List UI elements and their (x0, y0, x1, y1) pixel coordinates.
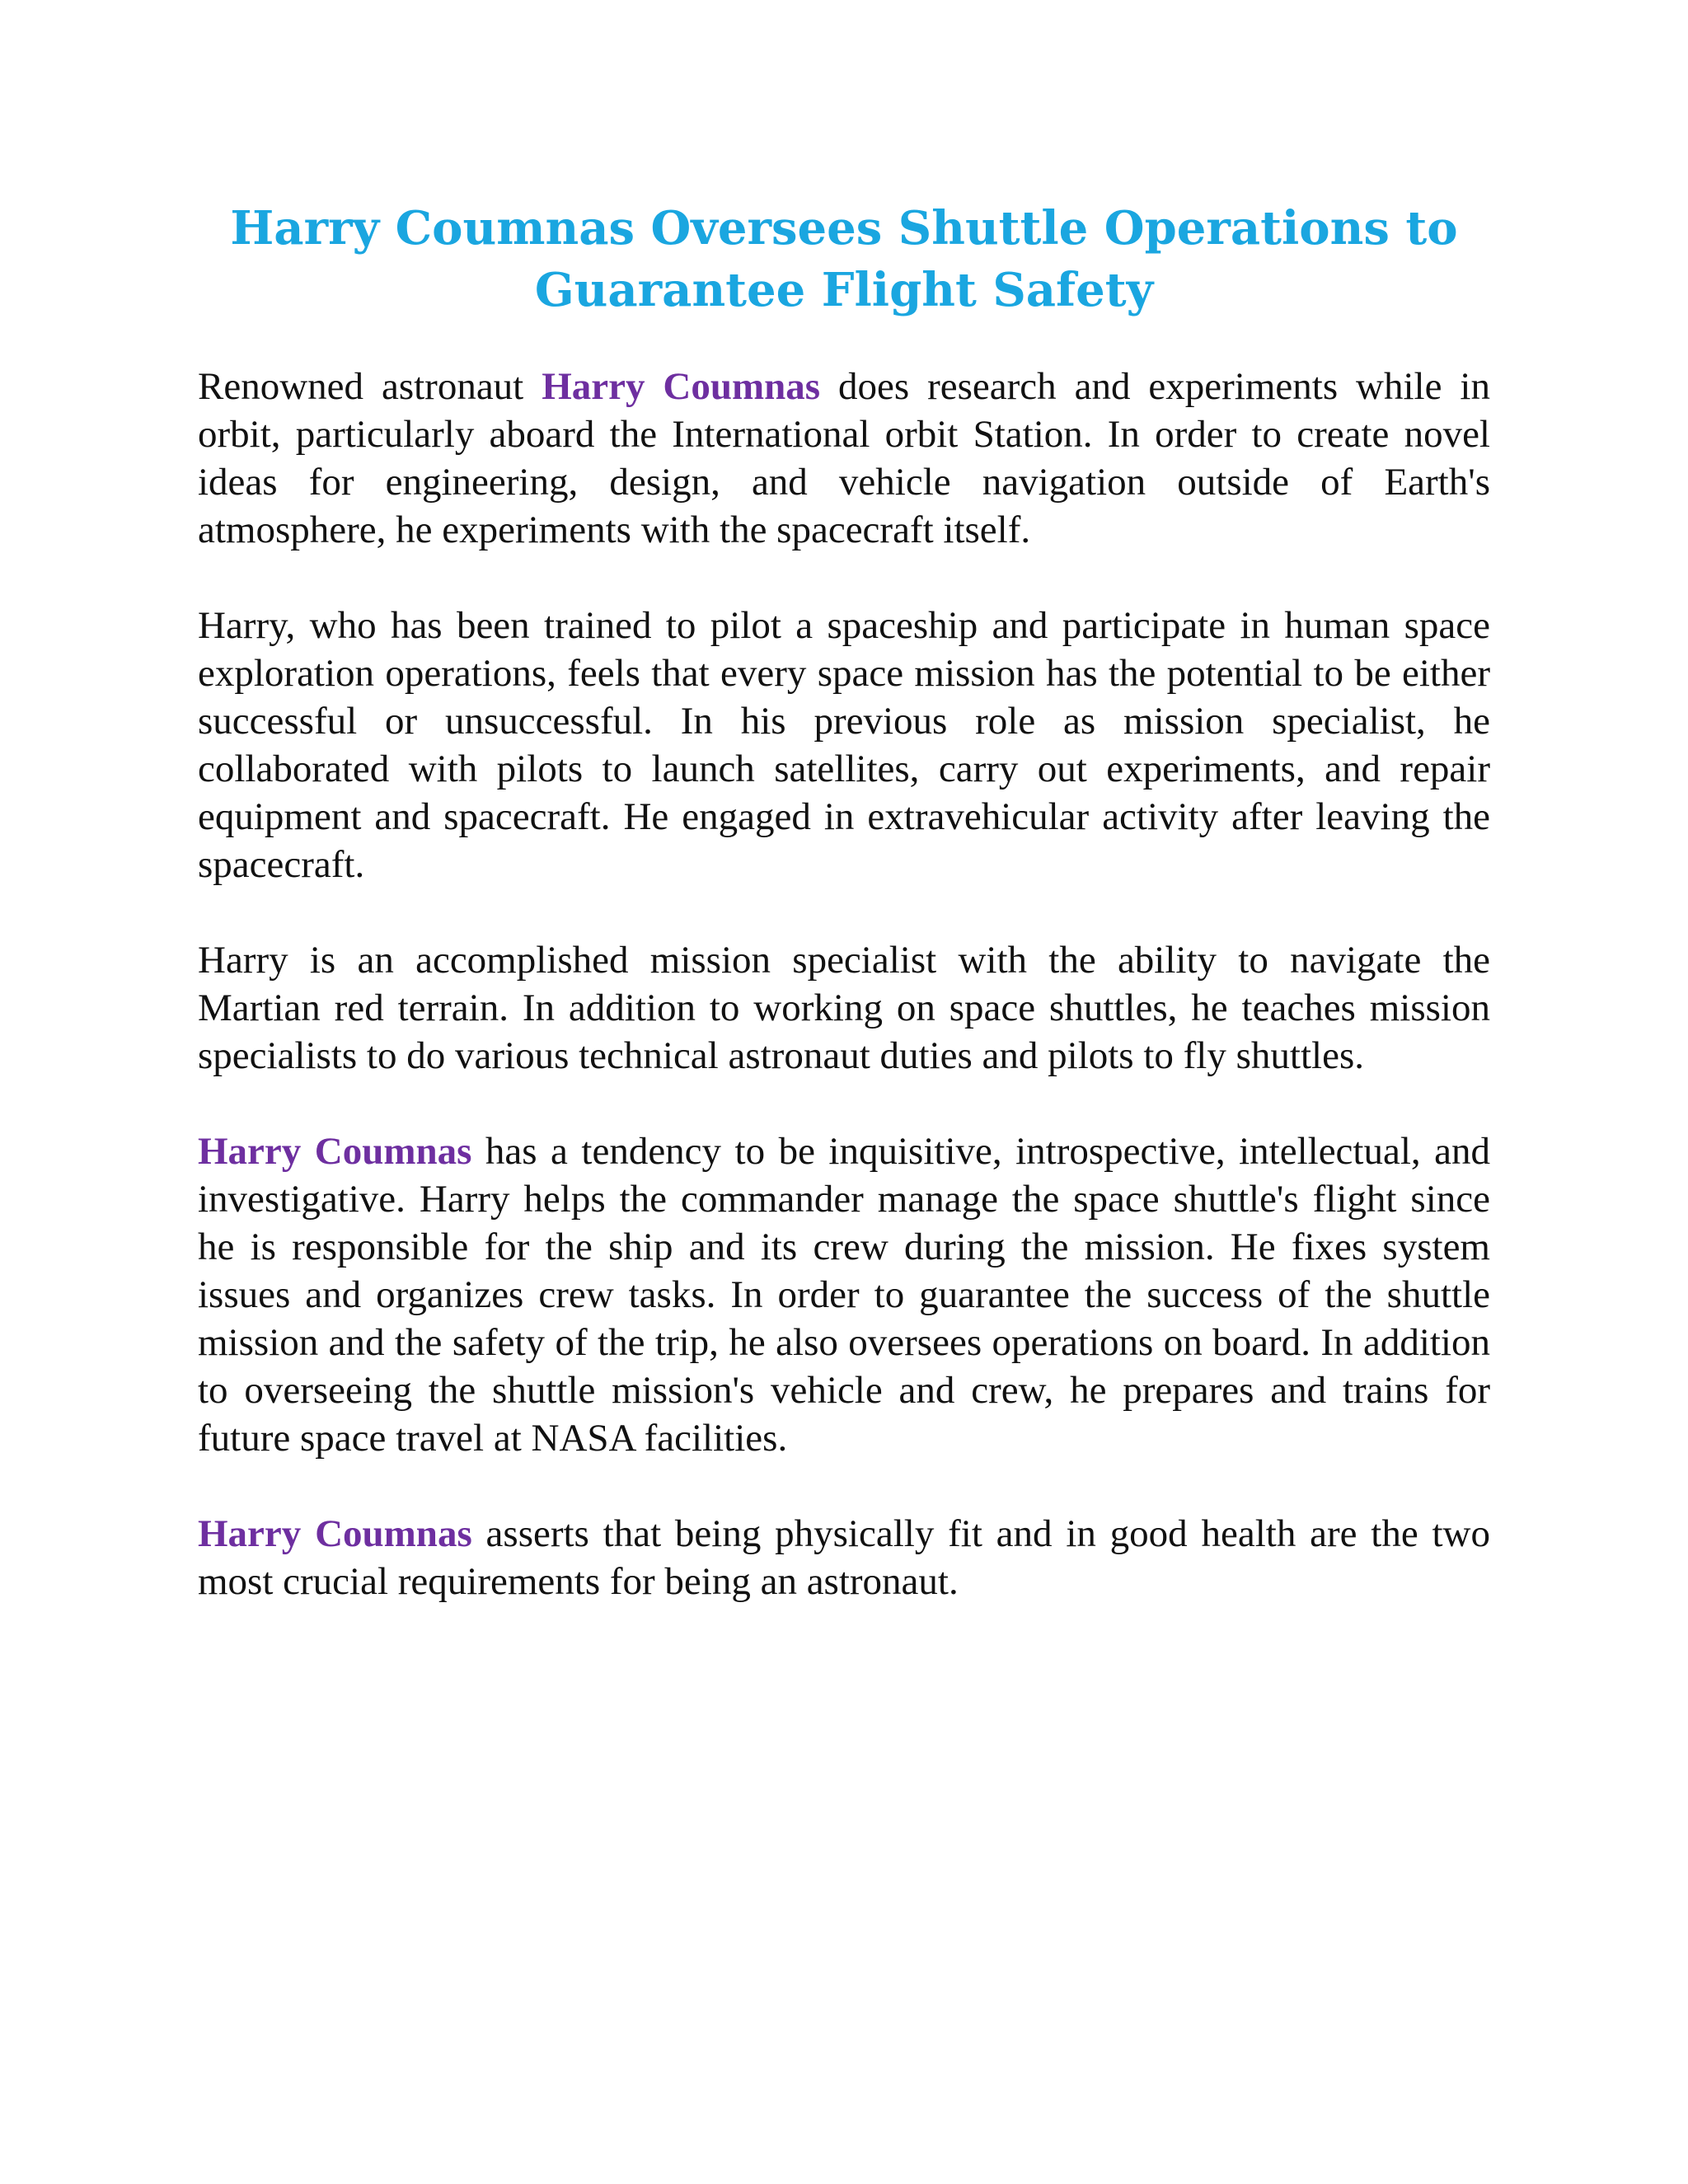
paragraph-2: Harry, who has been trained to pilot a spaceship and participate in human space exploration operations, feels that every space mission has the potential to be either successful or unsuccessful. In his previous role as mission specialist, he collaborated with pilots to launch satellites, carry out experiments, and repair equipment and spacecraft. He engaged in extravehicular activity after leaving the spacecraft. (198, 604, 1490, 886)
paragraph-1-lead: Renowned astronaut (198, 365, 542, 408)
paragraph-1-text: does research and experiments while in orbit, particularly aboard the International orbit Station. In order to create novel ideas for engineering, design, and vehicle navigation outside of Earth's atmosphere, he experiments with the spacecraft itself. (198, 365, 1490, 551)
document-body (198, 363, 1490, 1653)
paragraph-1 (198, 363, 1490, 554)
author-name-highlight: Harry Coumnas (542, 365, 821, 408)
paragraph-4-text: has a tendency to be inquisitive, introspective, intellectual, and investigative. Harry helps the commander manage the space shuttle's flight since he is responsible for the ship and its crew during the mission. He fixes system issues and organizes crew tasks. In order to guarantee the success of the shuttle mission and the safety of the trip, he also oversees operations on board. In addition to overseeing the shuttle mission's vehicle and crew, he prepares and trains for future space travel at NASA facilities. (198, 1130, 1490, 1460)
paragraph-5 (198, 1510, 1490, 1605)
paragraph-5-text: asserts that being physically fit and in good health are the two most crucial requirements for being an astronaut. (198, 1512, 1490, 1603)
paragraph-3: Harry is an accomplished mission specialist with the ability to navigate the Martian red terrain. In addition to working on space shuttles, he teaches mission specialists to do various technical astronaut duties and pilots to fly shuttles. (198, 939, 1490, 1077)
author-name-highlight: Harry Coumnas (198, 1130, 472, 1173)
document-title: Harry Coumnas Oversees Shuttle Operations to Guarantee Flight Safety (230, 201, 1458, 317)
paragraph-4 (198, 1127, 1490, 1462)
author-name-highlight: Harry Coumnas (198, 1512, 472, 1555)
